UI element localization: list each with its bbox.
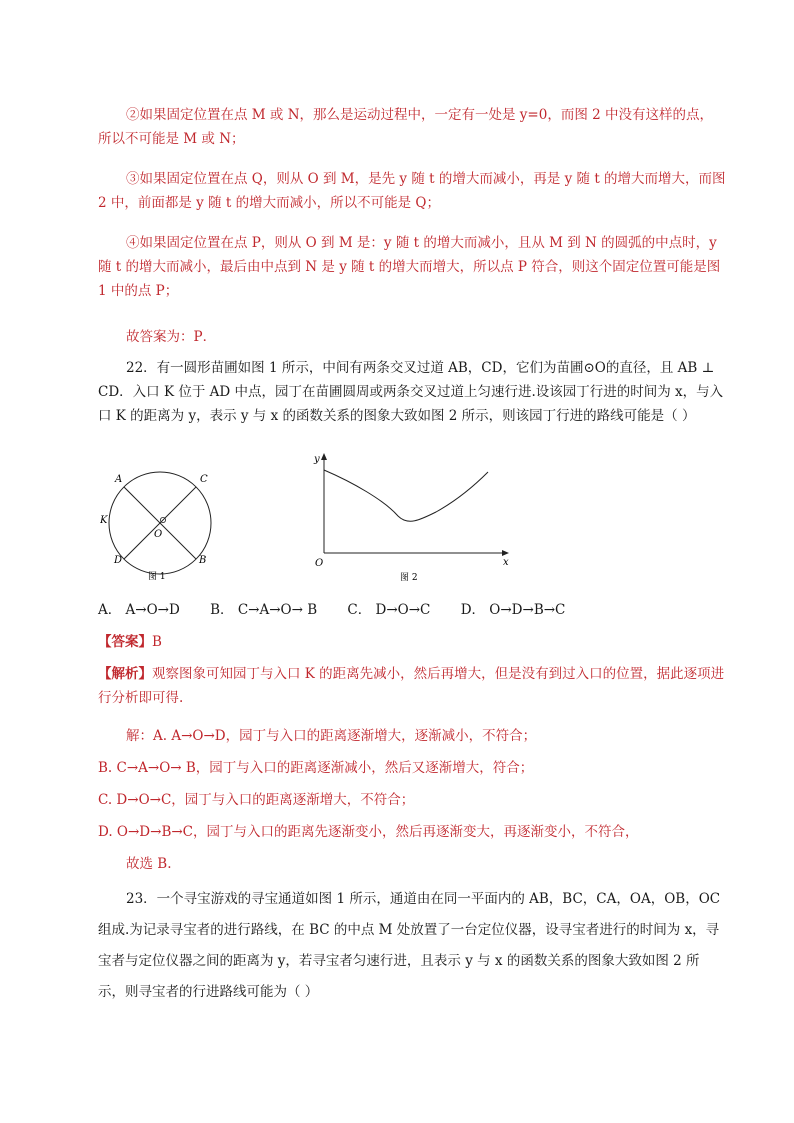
label-c: C <box>200 474 208 485</box>
analysis-block <box>98 662 726 710</box>
solution-paragraph-3: ③如果固定位置在点 Q，则从 O 到 M，是先 y 随 t 的增大而减小，再是 y 随 t 的增大而增大，而图 2 中，前面都是 y 随 t 的增大而减小，所以不可能是 Q； <box>98 171 726 211</box>
answer-value: B <box>152 634 162 650</box>
option-a[interactable]: A． A→O→D <box>98 602 180 618</box>
label-k: K <box>100 515 108 526</box>
label-d: D <box>114 555 123 566</box>
answer-line <box>98 630 162 654</box>
answer-options <box>98 598 591 618</box>
figure-2-function-graph <box>312 452 512 586</box>
figure-1-circle-diagram <box>100 468 224 584</box>
figure-1-caption: 图 1 <box>148 572 166 582</box>
label-o: O <box>154 529 163 540</box>
solution-line-2: B. C→A→O→ B，园丁与入口的距离逐渐减小，然后又逐渐增大，符合； <box>98 760 534 776</box>
question-23-stem: 23．一个寻宝游戏的寻宝通道如图 1 所示，通道由在同一平面内的 AB，BC，CA，OA，OB，OC 组成.为记录寻宝者的进行路线，在 BC 的中点 M 处放置了一台定位仪器，设寻宝者进行的时间为 x，寻宝者与定位仪器之间的距离为 y，若寻宝者匀速行进，且表示 y 与 x 的函数关系的图象大致如图 2 所示，则寻宝者的行进路线可能为（ ） <box>98 891 721 1000</box>
axis-y-label: y <box>314 454 320 465</box>
option-b[interactable]: B． C→A→O→ B <box>210 602 318 618</box>
answer-tag: 【答案】 <box>98 634 152 650</box>
analysis-tag: 【解析】 <box>98 666 152 682</box>
question-22-stem: 22．有一圆形苗圃如图 1 所示，中间有两条交叉过道 AB，CD，它们为苗圃⊙O的直径，且 AB ⊥ CD．入口 K 位于 AD 中点，园丁在苗圃圆周或两条交叉过道上匀速行进.设该园丁行进的时间为 x，与入口 K 的距离为 y，表示 y 与 x 的函数关系的图象大致如图 2 所示，则该园丁行进的路线可能是（ ） <box>98 360 724 424</box>
previous-answer: 故答案为：P． <box>126 329 217 345</box>
analysis-text: 观察图象可知园丁与入口 K 的距离先减小，然后再增大，但是没有到过入口的位置，据此逐项进行分析即可得. <box>98 666 725 706</box>
conclusion: 故选 B. <box>126 856 172 872</box>
origin-label: O <box>315 558 324 569</box>
option-c[interactable]: C． D→O→C <box>347 602 431 618</box>
label-b: B <box>199 555 207 566</box>
solution-line-3: C. D→O→C，园丁与入口的距离逐渐增大，不符合； <box>98 792 415 808</box>
axis-x-label: x <box>503 557 509 568</box>
solution-paragraph-4: ④如果固定位置在点 P，则从 O 到 M 是：y 随 t 的增大而减小，且从 M 到 N 的圆弧的中点时，y 随 t 的增大而减小，最后由中点到 N 是 y 随 t 的增大而增大，所以点 P 符合，则这个固定位置可能是图 1 中的点 P； <box>98 235 721 299</box>
figure-2-caption: 图 2 <box>400 573 418 583</box>
label-a: A <box>115 474 123 485</box>
option-d[interactable]: D． O→D→B→C <box>460 602 566 618</box>
solution-line-1: 解：A. A→O→D，园丁与入口的距离逐渐增大，逐渐减小，不符合； <box>126 728 537 744</box>
solution-paragraph-2: ②如果固定位置在点 M 或 N，那么是运动过程中，一定有一处是 y=0，而图 2 中没有这样的点，所以不可能是 M 或 N； <box>98 107 713 147</box>
solution-line-4: D. O→D→B→C，园丁与入口的距离先逐渐变小，然后再逐渐变大，再逐渐变小，不符合， <box>98 824 639 840</box>
